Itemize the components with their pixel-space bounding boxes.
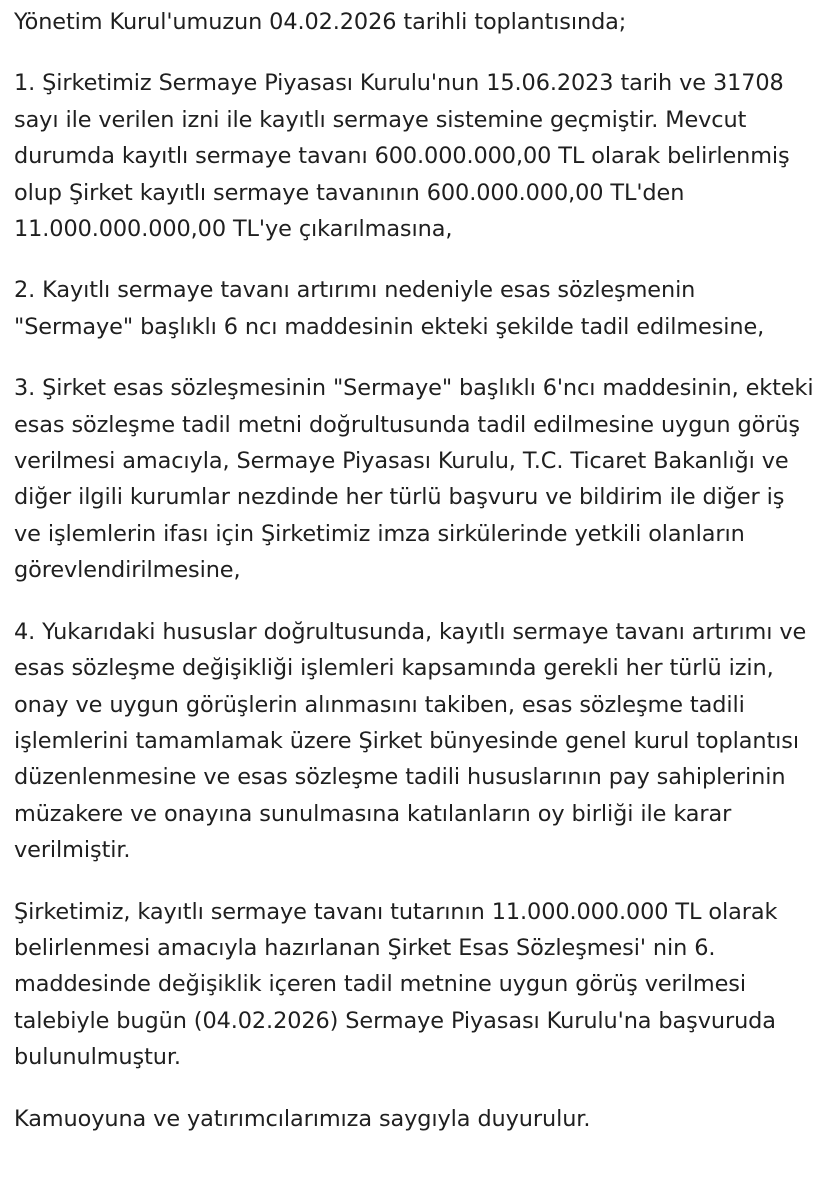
decision-item-2: 2. Kayıtlı sermaye tavanı artırımı nedeniyle esas sözleşmenin "Sermaye" başlıklı 6 ncı maddesinin ekteki şekilde tadil edilmesine, — [14, 277, 765, 340]
decision-item-3: 3. Şirket esas sözleşmesinin "Sermaye" başlıklı 6'ncı maddesinin, ekteki esas sözleşme tadil metni doğrultusunda tadil edilmesine uygun görüş verilmesi amacıyla, Sermaye Piyasası Kurulu, T.C. Ticaret Bakanlığı ve diğer ilgili kurumlar nezdinde her türlü başvuru ve bildirim ile diğer iş ve işlemlerin ifası için Şirketimiz imza sirkülerinde yetkili olanların görevlendirilmesine, — [14, 375, 814, 584]
decision-item-1: 1. Şirketimiz Sermaye Piyasası Kurulu'nun 15.06.2023 tarih ve 31708 sayı ile verilen izni ile kayıtlı sermaye sistemine geçmiştir. Mevcut durumda kayıtlı sermaye tavanı 600.000.000,00 TL olarak belirlenmiş olup Şirket kayıtlı sermaye tavanının 600.000.000,00 TL'den 11.000.000.000,00 TL'ye çıkarılmasına, — [14, 70, 790, 243]
intro-paragraph: Yönetim Kurul'umuzun 04.02.2026 tarihli toplantısında; — [14, 9, 627, 35]
closing-paragraph: Kamuoyuna ve yatırımcılarımıza saygıyla duyurulur. — [14, 1105, 591, 1132]
application-paragraph: Şirketimiz, kayıtlı sermaye tavanı tutarının 11.000.000.000 TL olarak belirlenmesi amacıyla hazırlanan Şirket Esas Sözleşmesi' nin 6. maddesinde değişiklik içeren tadil metnine uygun görüş verilmesi talebiyle bugün (04.02.2026) Sermaye Piyasası Kurulu'na başvuruda bulunulmuştur. — [14, 898, 778, 1071]
decision-item-4: 4. Yukarıdaki hususlar doğrultusunda, kayıtlı sermaye tavanı artırımı ve esas sözleşme değişikliği işlemleri kapsamında gerekli her türlü izin, onay ve uygun görüşlerin alınmasını takiben, esas sözleşme tadili işlemlerini tamamlamak üzere Şirket bünyesinde genel kurul toplantısı düzenlenmesine ve esas sözleşme tadili hususlarının pay sahiplerinin müzakere ve onayına sunulmasına katılanların oy birliği ile karar verilmiştir. — [14, 618, 807, 864]
